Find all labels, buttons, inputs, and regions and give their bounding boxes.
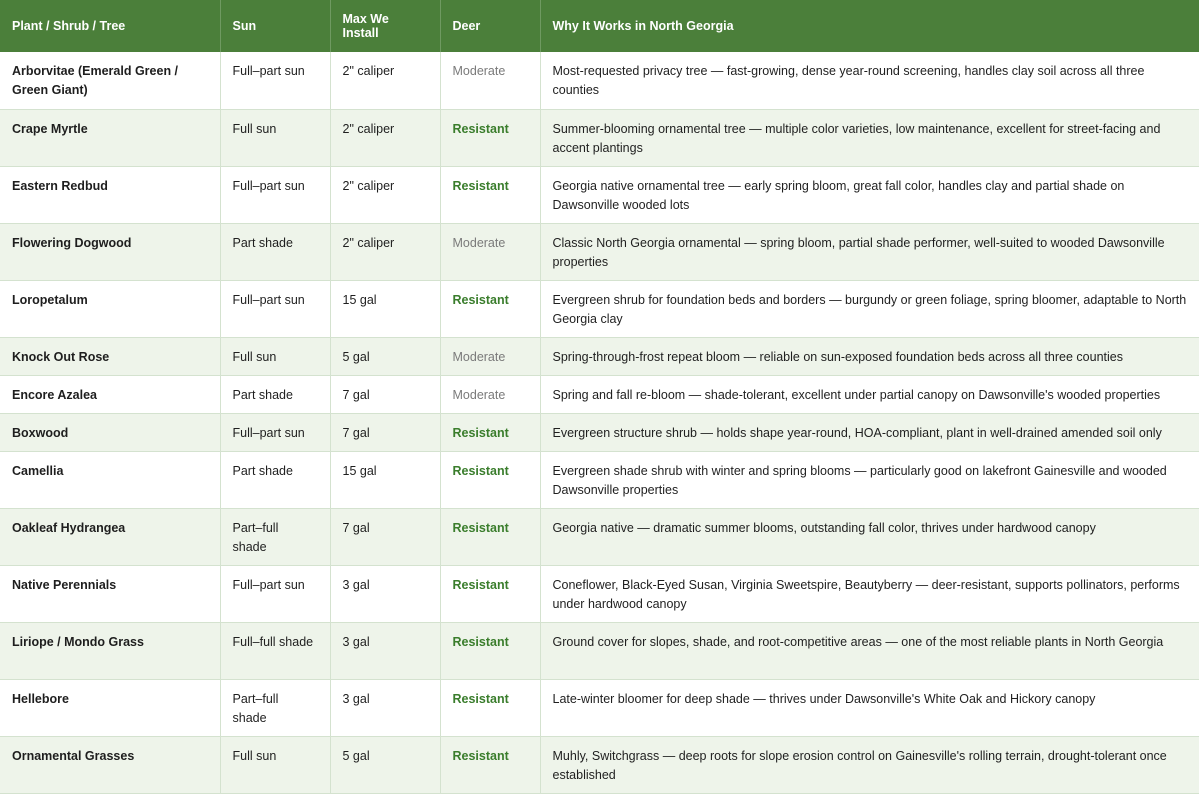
- cell-deer: Resistant: [440, 166, 540, 223]
- cell-plant: Crape Myrtle: [0, 109, 220, 166]
- table-row: [0, 413, 1199, 451]
- cell-why: Evergreen structure shrub — holds shape year-round, HOA-compliant, plant in well-drained amended soil only: [540, 413, 1199, 451]
- cell-deer: Moderate: [440, 223, 540, 280]
- cell-why: Most-requested privacy tree — fast-growing, dense year-round screening, handles clay soil across all three counties: [540, 52, 1199, 109]
- table-row: [0, 223, 1199, 280]
- cell-plant: Liriope / Mondo Grass: [0, 622, 220, 679]
- cell-sun: Full sun: [220, 337, 330, 375]
- cell-sun: Full–part sun: [220, 166, 330, 223]
- cell-sun: Part shade: [220, 375, 330, 413]
- cell-sun: Full–part sun: [220, 565, 330, 622]
- cell-why: Spring and fall re-bloom — shade-tolerant, excellent under partial canopy on Dawsonville's wooded properties: [540, 375, 1199, 413]
- table-row: [0, 280, 1199, 337]
- cell-plant: Camellia: [0, 451, 220, 508]
- table-row: [0, 337, 1199, 375]
- cell-size: 2" caliper: [330, 223, 440, 280]
- cell-deer: Resistant: [440, 451, 540, 508]
- table-header-row: [0, 0, 1199, 52]
- cell-size: 15 gal: [330, 280, 440, 337]
- cell-size: 5 gal: [330, 337, 440, 375]
- cell-sun: Full sun: [220, 736, 330, 793]
- cell-size: 7 gal: [330, 413, 440, 451]
- table-row: [0, 52, 1199, 109]
- cell-size: 7 gal: [330, 375, 440, 413]
- table-row: [0, 508, 1199, 565]
- cell-why: Summer-blooming ornamental tree — multiple color varieties, low maintenance, excellent for street-facing and accent plantings: [540, 109, 1199, 166]
- cell-sun: Full–part sun: [220, 52, 330, 109]
- table-row: [0, 109, 1199, 166]
- cell-sun: Full–full shade: [220, 622, 330, 679]
- cell-why: Late-winter bloomer for deep shade — thrives under Dawsonville's White Oak and Hickory canopy: [540, 679, 1199, 736]
- cell-deer: Resistant: [440, 622, 540, 679]
- cell-sun: Part shade: [220, 451, 330, 508]
- cell-why: Evergreen shade shrub with winter and spring blooms — particularly good on lakefront Gainesville and wooded Dawsonville properties: [540, 451, 1199, 508]
- cell-size: 3 gal: [330, 679, 440, 736]
- cell-plant: Encore Azalea: [0, 375, 220, 413]
- table-row: [0, 451, 1199, 508]
- header-max-install: Max We Install: [330, 0, 440, 52]
- table-row: [0, 375, 1199, 413]
- table-row: [0, 736, 1199, 793]
- cell-deer: Moderate: [440, 337, 540, 375]
- cell-plant: Loropetalum: [0, 280, 220, 337]
- cell-deer: Moderate: [440, 375, 540, 413]
- cell-deer: Resistant: [440, 565, 540, 622]
- header-plant: Plant / Shrub / Tree: [0, 0, 220, 52]
- cell-size: 3 gal: [330, 565, 440, 622]
- header-deer: Deer: [440, 0, 540, 52]
- cell-plant: Arborvitae (Emerald Green / Green Giant): [0, 52, 220, 109]
- cell-sun: Part–full shade: [220, 508, 330, 565]
- cell-plant: Oakleaf Hydrangea: [0, 508, 220, 565]
- cell-size: 2" caliper: [330, 52, 440, 109]
- cell-deer: Resistant: [440, 109, 540, 166]
- table-row: [0, 679, 1199, 736]
- cell-plant: Eastern Redbud: [0, 166, 220, 223]
- cell-why: Georgia native — dramatic summer blooms, outstanding fall color, thrives under hardwood canopy: [540, 508, 1199, 565]
- cell-why: Muhly, Switchgrass — deep roots for slope erosion control on Gainesville's rolling terrain, drought-tolerant once established: [540, 736, 1199, 793]
- cell-sun: Full–part sun: [220, 280, 330, 337]
- cell-plant: Boxwood: [0, 413, 220, 451]
- cell-why: Coneflower, Black-Eyed Susan, Virginia Sweetspire, Beautyberry — deer-resistant, supports pollinators, performs under hardwood canopy: [540, 565, 1199, 622]
- cell-deer: Resistant: [440, 679, 540, 736]
- cell-size: 7 gal: [330, 508, 440, 565]
- cell-deer: Moderate: [440, 52, 540, 109]
- cell-why: Spring-through-frost repeat bloom — reliable on sun-exposed foundation beds across all three counties: [540, 337, 1199, 375]
- cell-size: 2" caliper: [330, 166, 440, 223]
- cell-deer: Resistant: [440, 413, 540, 451]
- cell-plant: Flowering Dogwood: [0, 223, 220, 280]
- cell-deer: Resistant: [440, 736, 540, 793]
- table-row: [0, 622, 1199, 679]
- cell-size: 2" caliper: [330, 109, 440, 166]
- cell-why: Ground cover for slopes, shade, and root-competitive areas — one of the most reliable plants in North Georgia: [540, 622, 1199, 679]
- cell-sun: Part–full shade: [220, 679, 330, 736]
- header-sun: Sun: [220, 0, 330, 52]
- cell-why: Evergreen shrub for foundation beds and borders — burgundy or green foliage, spring bloomer, adaptable to North Georgia clay: [540, 280, 1199, 337]
- cell-plant: Hellebore: [0, 679, 220, 736]
- cell-deer: Resistant: [440, 280, 540, 337]
- cell-deer: Resistant: [440, 508, 540, 565]
- cell-why: Classic North Georgia ornamental — spring bloom, partial shade performer, well-suited to wooded Dawsonville properties: [540, 223, 1199, 280]
- cell-why: Georgia native ornamental tree — early spring bloom, great fall color, handles clay and partial shade on Dawsonville wooded lots: [540, 166, 1199, 223]
- table-row: [0, 565, 1199, 622]
- cell-plant: Native Perennials: [0, 565, 220, 622]
- cell-plant: Ornamental Grasses: [0, 736, 220, 793]
- cell-size: 3 gal: [330, 622, 440, 679]
- table-row: [0, 166, 1199, 223]
- cell-size: 15 gal: [330, 451, 440, 508]
- cell-sun: Part shade: [220, 223, 330, 280]
- cell-size: 5 gal: [330, 736, 440, 793]
- cell-sun: Full sun: [220, 109, 330, 166]
- cell-plant: Knock Out Rose: [0, 337, 220, 375]
- cell-sun: Full–part sun: [220, 413, 330, 451]
- header-why: Why It Works in North Georgia: [540, 0, 1199, 52]
